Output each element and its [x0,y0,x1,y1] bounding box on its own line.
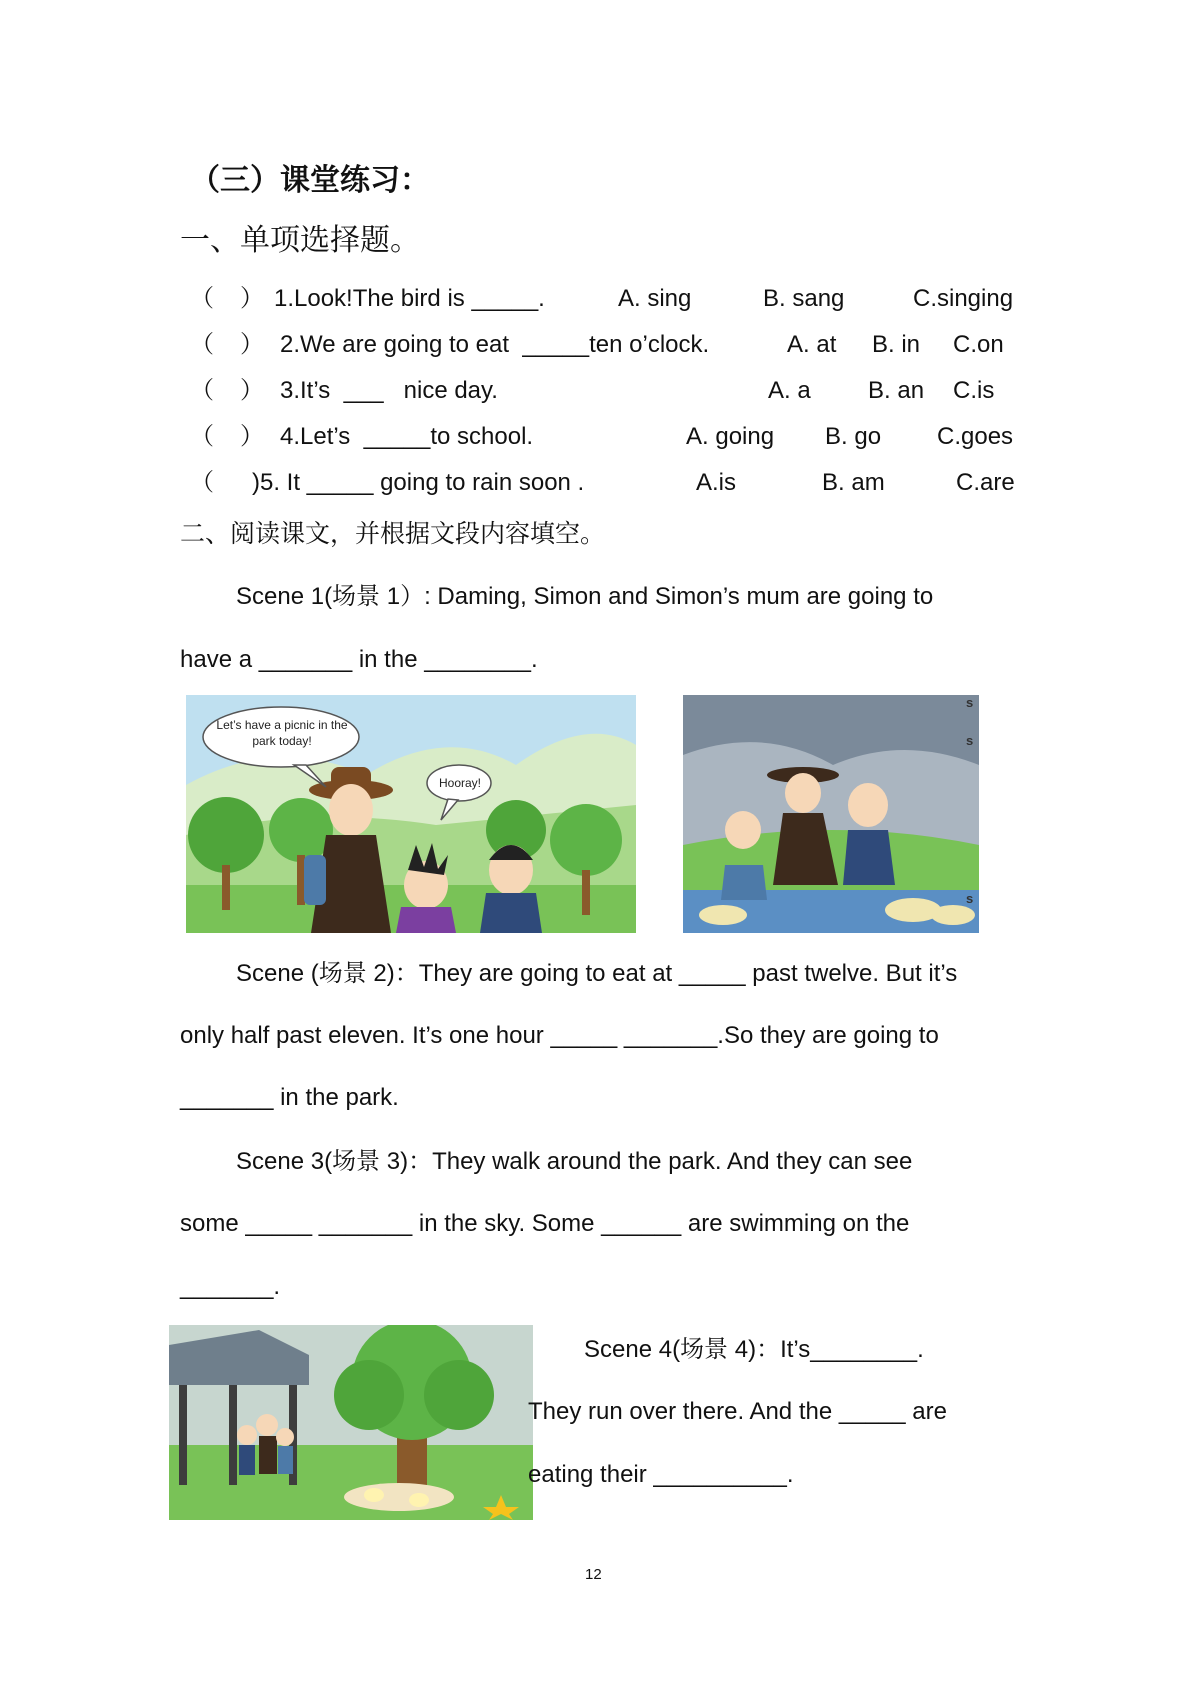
option-c: C.singing [913,285,1014,312]
option-b: B. an [868,377,925,404]
scene4-line2: They run over there. And the _____ are [528,1398,947,1425]
question-row [190,282,1030,316]
scene1-line2: have a _______ in the ________. [180,646,538,673]
option-b: B. am [822,469,885,496]
scene1-line1: Scene 1(场景 1）: Daming, Simon and Simon’s mum are going to [236,583,934,610]
question-row [190,466,1030,500]
scene2-line3: _______ in the park. [180,1084,399,1111]
page-number: 12 [585,1566,602,1583]
answer-paren-close: ） [240,423,264,450]
scene2-line1: Scene (场景 2)：They are going to eat at _____ past twelve. But it’s [236,960,958,987]
question-stem: 4.Let’s _____to school. [280,423,534,450]
svg-text:s: s [966,733,974,748]
question-stem: 3.It’s ___ nice day. [280,377,498,404]
scene3-line3: _______. [180,1273,281,1300]
answer-paren: （ [190,285,214,312]
answer-paren-close: ） [240,285,264,312]
question-stem: 2.We are going to eat _____ten o’clock. [280,331,710,358]
option-b: B. in [872,331,921,358]
scene3-line1: Scene 3(场景 3)：They walk around the park. And they can see [236,1148,913,1175]
option-a: A. at [787,331,837,358]
part1-title: 一、单项选择题。 [180,223,420,258]
picnic-illustration [186,695,636,933]
option-a: A. sing [618,285,692,312]
walk-illustration [683,695,979,933]
svg-text:s: s [966,891,974,906]
option-a: A. a [768,377,811,404]
answer-paren-close: ） [240,377,264,404]
option-b: B. go [825,423,882,450]
scene3-line2: some _____ _______ in the sky. Some ______ are swimming on the [180,1210,910,1237]
svg-text:s: s [966,695,974,710]
answer-paren: （ [190,331,214,358]
answer-paren: （ [190,423,214,450]
scene4-line1: Scene 4(场景 4)：It’s________. [584,1336,924,1363]
question-row [190,420,1030,454]
speech-bubble-picnic: Let’s have a picnic in the park today! [216,718,348,748]
question-stem: )5. It _____ going to rain soon . [252,469,585,496]
question-row [190,374,1030,408]
part2-title: 二、阅读课文，并根据文段内容填空。 [180,519,606,548]
option-b: B. sang [763,285,845,312]
option-c: C.goes [937,423,1014,450]
option-a: A.is [696,469,737,496]
section-title: （三）课堂练习： [190,163,430,198]
scene2-line2: only half past eleven. It’s one hour _____ _______.So they are going to [180,1022,939,1049]
option-c: C.is [953,377,995,404]
scene4-line3: eating their __________. [528,1461,794,1488]
option-a: A. going [686,423,775,450]
question-stem: 1.Look!The bird is _____. [274,285,545,312]
answer-paren: （ [190,377,214,404]
rain-shelter-illustration [169,1325,533,1520]
question-row [190,328,1030,362]
option-c: C.are [956,469,1015,496]
answer-paren: （ [190,469,214,496]
speech-bubble-hooray: Hooray! [438,776,482,790]
answer-paren-close: ） [240,331,264,358]
option-c: C.on [953,331,1004,358]
